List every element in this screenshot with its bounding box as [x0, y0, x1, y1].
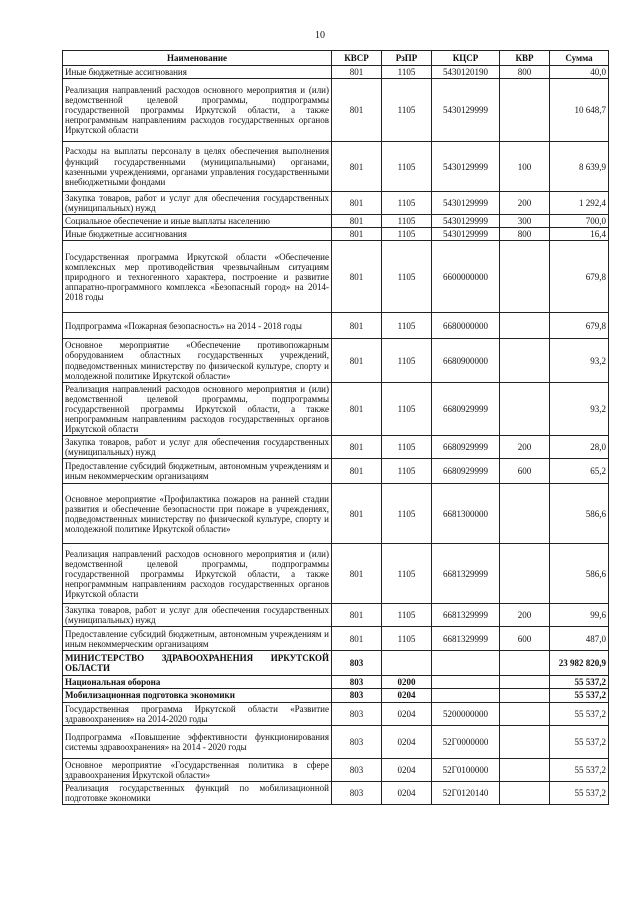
cell-kvr: [500, 79, 550, 142]
cell-sum: 586,6: [550, 484, 609, 544]
cell-kvsr: 803: [332, 725, 382, 758]
cell-sum: 487,0: [550, 627, 609, 651]
cell-sum: 99,6: [550, 604, 609, 627]
cell-kcsr: 5200000000: [432, 702, 500, 725]
cell-name: Государственная программа Иркутской области «Развитие здравоохранения» на 2014-2020 годы: [63, 702, 332, 725]
page-number: 10: [315, 30, 325, 41]
cell-name: Основное мероприятие «Государственная политика в сфере здравоохранения Иркутской области»: [63, 758, 332, 781]
table-row: [63, 676, 609, 689]
cell-rzpr: 1105: [382, 484, 432, 544]
cell-kcsr: [432, 676, 500, 689]
cell-name: Мобилизационная подготовка экономики: [63, 689, 332, 702]
budget-table: [62, 50, 609, 805]
table-row: [63, 484, 609, 544]
cell-kcsr: 6680000000: [432, 313, 500, 339]
header-name: Наименование: [63, 51, 332, 66]
cell-kvr: [500, 382, 550, 435]
cell-kvr: 600: [500, 459, 550, 484]
cell-sum: 55 537,2: [550, 676, 609, 689]
cell-kvr: [500, 241, 550, 313]
cell-name: Реализация направлений расходов основного мероприятия и (или) ведомственной целевой программы, подпрограммы государственной программы Иркутской области, а также непрограммным направлениям расходов государственных органов Иркутской области: [63, 79, 332, 142]
cell-rzpr: 0204: [382, 758, 432, 781]
cell-kvr: [500, 781, 550, 804]
cell-kvsr: 801: [332, 66, 382, 79]
cell-rzpr: 1105: [382, 627, 432, 651]
cell-kvsr: 801: [332, 544, 382, 604]
cell-rzpr: 0204: [382, 689, 432, 702]
cell-sum: 586,6: [550, 544, 609, 604]
cell-kcsr: 6681300000: [432, 484, 500, 544]
cell-kvsr: 801: [332, 79, 382, 142]
cell-kvr: 600: [500, 627, 550, 651]
cell-rzpr: 0204: [382, 702, 432, 725]
header-sum: Сумма: [550, 51, 609, 66]
cell-kvsr: 801: [332, 484, 382, 544]
cell-name: Иные бюджетные ассигнования: [63, 66, 332, 79]
cell-sum: 23 982 820,9: [550, 651, 609, 676]
cell-name: Расходы на выплаты персоналу в целях обеспечения выполнения функций государственными (муниципальными) органами, казенными учреждениями, органами управления государственными внебюджетными фондами: [63, 142, 332, 192]
cell-rzpr: 0200: [382, 676, 432, 689]
cell-kvsr: 801: [332, 382, 382, 435]
cell-name: Реализация направлений расходов основного мероприятия и (или) ведомственной целевой программы, подпрограммы государственной программы Иркутской области, а также непрограммным направлениям расходов государственных органов Иркутской области: [63, 382, 332, 435]
cell-name: Государственная программа Иркутской области «Обеспечение комплексных мер противодействия чрезвычайным ситуациям природного и техногенного характера, построение и развитие аппаратно-программного комплекса «Безопасный город» на 2014-2018 годы: [63, 241, 332, 313]
cell-kvsr: 803: [332, 676, 382, 689]
cell-name: Закупка товаров, работ и услуг для обеспечения государственных (муниципальных) нужд: [63, 436, 332, 459]
cell-kcsr: [432, 651, 500, 676]
cell-kvsr: 801: [332, 228, 382, 241]
header-kvsr: КВСР: [332, 51, 382, 66]
table-header-row: [63, 51, 609, 66]
cell-rzpr: 1105: [382, 228, 432, 241]
table-row: [63, 436, 609, 459]
cell-kvr: 200: [500, 192, 550, 215]
cell-sum: 16,4: [550, 228, 609, 241]
cell-rzpr: 1105: [382, 604, 432, 627]
cell-kvr: 200: [500, 436, 550, 459]
cell-kvr: [500, 676, 550, 689]
cell-kvr: 800: [500, 66, 550, 79]
cell-kvsr: 801: [332, 142, 382, 192]
cell-rzpr: 1105: [382, 79, 432, 142]
cell-kcsr: 6680900000: [432, 339, 500, 382]
cell-rzpr: 1105: [382, 544, 432, 604]
cell-kcsr: 52Г0120140: [432, 781, 500, 804]
cell-kcsr: 5430129999: [432, 192, 500, 215]
cell-kvr: [500, 339, 550, 382]
table-row: [63, 241, 609, 313]
cell-kcsr: 6681329999: [432, 544, 500, 604]
cell-kcsr: 5430129999: [432, 215, 500, 228]
cell-rzpr: 1105: [382, 241, 432, 313]
cell-kcsr: [432, 689, 500, 702]
cell-kvsr: 803: [332, 651, 382, 676]
cell-kcsr: 5430120190: [432, 66, 500, 79]
cell-sum: 679,8: [550, 313, 609, 339]
cell-kvr: [500, 689, 550, 702]
cell-kcsr: 6681329999: [432, 627, 500, 651]
header-kcsr: КЦСР: [432, 51, 500, 66]
cell-rzpr: 1105: [382, 339, 432, 382]
cell-kvsr: 801: [332, 459, 382, 484]
table-row: [63, 758, 609, 781]
cell-rzpr: 1105: [382, 382, 432, 435]
cell-kvsr: 801: [332, 436, 382, 459]
cell-name: Реализация государственных функций по мобилизационной подготовке экономики: [63, 781, 332, 804]
cell-kvsr: 803: [332, 702, 382, 725]
table-row: [63, 651, 609, 676]
cell-rzpr: 1105: [382, 313, 432, 339]
cell-sum: 679,8: [550, 241, 609, 313]
cell-kvr: 300: [500, 215, 550, 228]
cell-name: Основное мероприятие «Обеспечение противопожарным оборудованием областных государственных учреждений, подведомственных министерству по физической культуре, спорту и молодежной политике Иркутской области»: [63, 339, 332, 382]
table-row: [63, 627, 609, 651]
cell-sum: 93,2: [550, 339, 609, 382]
table-row: [63, 79, 609, 142]
cell-sum: 28,0: [550, 436, 609, 459]
cell-rzpr: 1105: [382, 215, 432, 228]
cell-kvr: 100: [500, 142, 550, 192]
table-row: [63, 702, 609, 725]
cell-rzpr: [382, 651, 432, 676]
cell-sum: 40,0: [550, 66, 609, 79]
cell-kvsr: 801: [332, 215, 382, 228]
cell-kvsr: 801: [332, 339, 382, 382]
cell-rzpr: 1105: [382, 142, 432, 192]
cell-kvsr: 801: [332, 241, 382, 313]
cell-rzpr: 1105: [382, 66, 432, 79]
cell-sum: 93,2: [550, 382, 609, 435]
cell-rzpr: 0204: [382, 725, 432, 758]
table-row: [63, 339, 609, 382]
cell-name: Реализация направлений расходов основного мероприятия и (или) ведомственной целевой программы, подпрограммы государственной программы Иркутской области, а также непрограммным направлениям расходов государственных органов Иркутской области: [63, 544, 332, 604]
table-row: [63, 689, 609, 702]
cell-name: Иные бюджетные ассигнования: [63, 228, 332, 241]
table-row: [63, 781, 609, 804]
cell-sum: 8 639,9: [550, 142, 609, 192]
cell-kvr: [500, 725, 550, 758]
table-row: [63, 142, 609, 192]
cell-kvr: [500, 651, 550, 676]
cell-sum: 55 537,2: [550, 758, 609, 781]
cell-kvr: [500, 544, 550, 604]
cell-name: Закупка товаров, работ и услуг для обеспечения государственных (муниципальных) нужд: [63, 192, 332, 215]
cell-kcsr: 5430129999: [432, 79, 500, 142]
cell-kvsr: 801: [332, 627, 382, 651]
cell-sum: 55 537,2: [550, 702, 609, 725]
cell-kvr: 200: [500, 604, 550, 627]
cell-kvsr: 801: [332, 604, 382, 627]
cell-name: Подпрограмма «Пожарная безопасность» на 2014 - 2018 годы: [63, 313, 332, 339]
cell-kcsr: 6680929999: [432, 436, 500, 459]
cell-kvr: [500, 313, 550, 339]
cell-sum: 55 537,2: [550, 725, 609, 758]
table-row: [63, 66, 609, 79]
cell-kvsr: 803: [332, 689, 382, 702]
table-row: [63, 382, 609, 435]
table-row: [63, 604, 609, 627]
table-row: [63, 215, 609, 228]
cell-name: Предоставление субсидий бюджетным, автономным учреждениям и иным некоммерческим организациям: [63, 627, 332, 651]
cell-name: МИНИСТЕРСТВО ЗДРАВООХРАНЕНИЯ ИРКУТСКОЙ ОБЛАСТИ: [63, 651, 332, 676]
cell-kcsr: 52Г0100000: [432, 758, 500, 781]
cell-sum: 700,0: [550, 215, 609, 228]
cell-kvsr: 801: [332, 313, 382, 339]
cell-name: Подпрограмма «Повышение эффективности функционирования системы здравоохранения» на 2014 - 2020 годы: [63, 725, 332, 758]
cell-sum: 10 648,7: [550, 79, 609, 142]
cell-name: Закупка товаров, работ и услуг для обеспечения государственных (муниципальных) нужд: [63, 604, 332, 627]
cell-rzpr: 1105: [382, 436, 432, 459]
table-row: [63, 544, 609, 604]
table-body: [63, 66, 609, 805]
header-rzpr: РзПР: [382, 51, 432, 66]
cell-rzpr: 1105: [382, 192, 432, 215]
cell-kcsr: 52Г0000000: [432, 725, 500, 758]
cell-kcsr: 6681329999: [432, 604, 500, 627]
table-row: [63, 192, 609, 215]
cell-name: Предоставление субсидий бюджетным, автономным учреждениям и иным некоммерческим организациям: [63, 459, 332, 484]
header-kvr: КВР: [500, 51, 550, 66]
cell-rzpr: 0204: [382, 781, 432, 804]
table-row: [63, 228, 609, 241]
cell-kvsr: 803: [332, 758, 382, 781]
cell-kvr: [500, 484, 550, 544]
cell-kvsr: 803: [332, 781, 382, 804]
table-row: [63, 459, 609, 484]
cell-name: Социальное обеспечение и иные выплаты населению: [63, 215, 332, 228]
cell-name: Национальная оборона: [63, 676, 332, 689]
cell-kcsr: 5430129999: [432, 142, 500, 192]
cell-sum: 1 292,4: [550, 192, 609, 215]
cell-rzpr: 1105: [382, 459, 432, 484]
cell-sum: 55 537,2: [550, 781, 609, 804]
cell-sum: 65,2: [550, 459, 609, 484]
cell-kcsr: 6680929999: [432, 382, 500, 435]
cell-sum: 55 537,2: [550, 689, 609, 702]
cell-kvr: [500, 702, 550, 725]
cell-name: Основное мероприятие «Профилактика пожаров на ранней стадии развития и обеспечение безопасности при пожаре в учреждениях, подведомственных министерству по физической культуре, спорту и молодежной политике Иркутской области»: [63, 484, 332, 544]
cell-kcsr: 6680929999: [432, 459, 500, 484]
cell-kvr: [500, 758, 550, 781]
cell-kvsr: 801: [332, 192, 382, 215]
cell-kvr: 800: [500, 228, 550, 241]
cell-kcsr: 5430129999: [432, 228, 500, 241]
table-row: [63, 725, 609, 758]
cell-kcsr: 6600000000: [432, 241, 500, 313]
table-row: [63, 313, 609, 339]
